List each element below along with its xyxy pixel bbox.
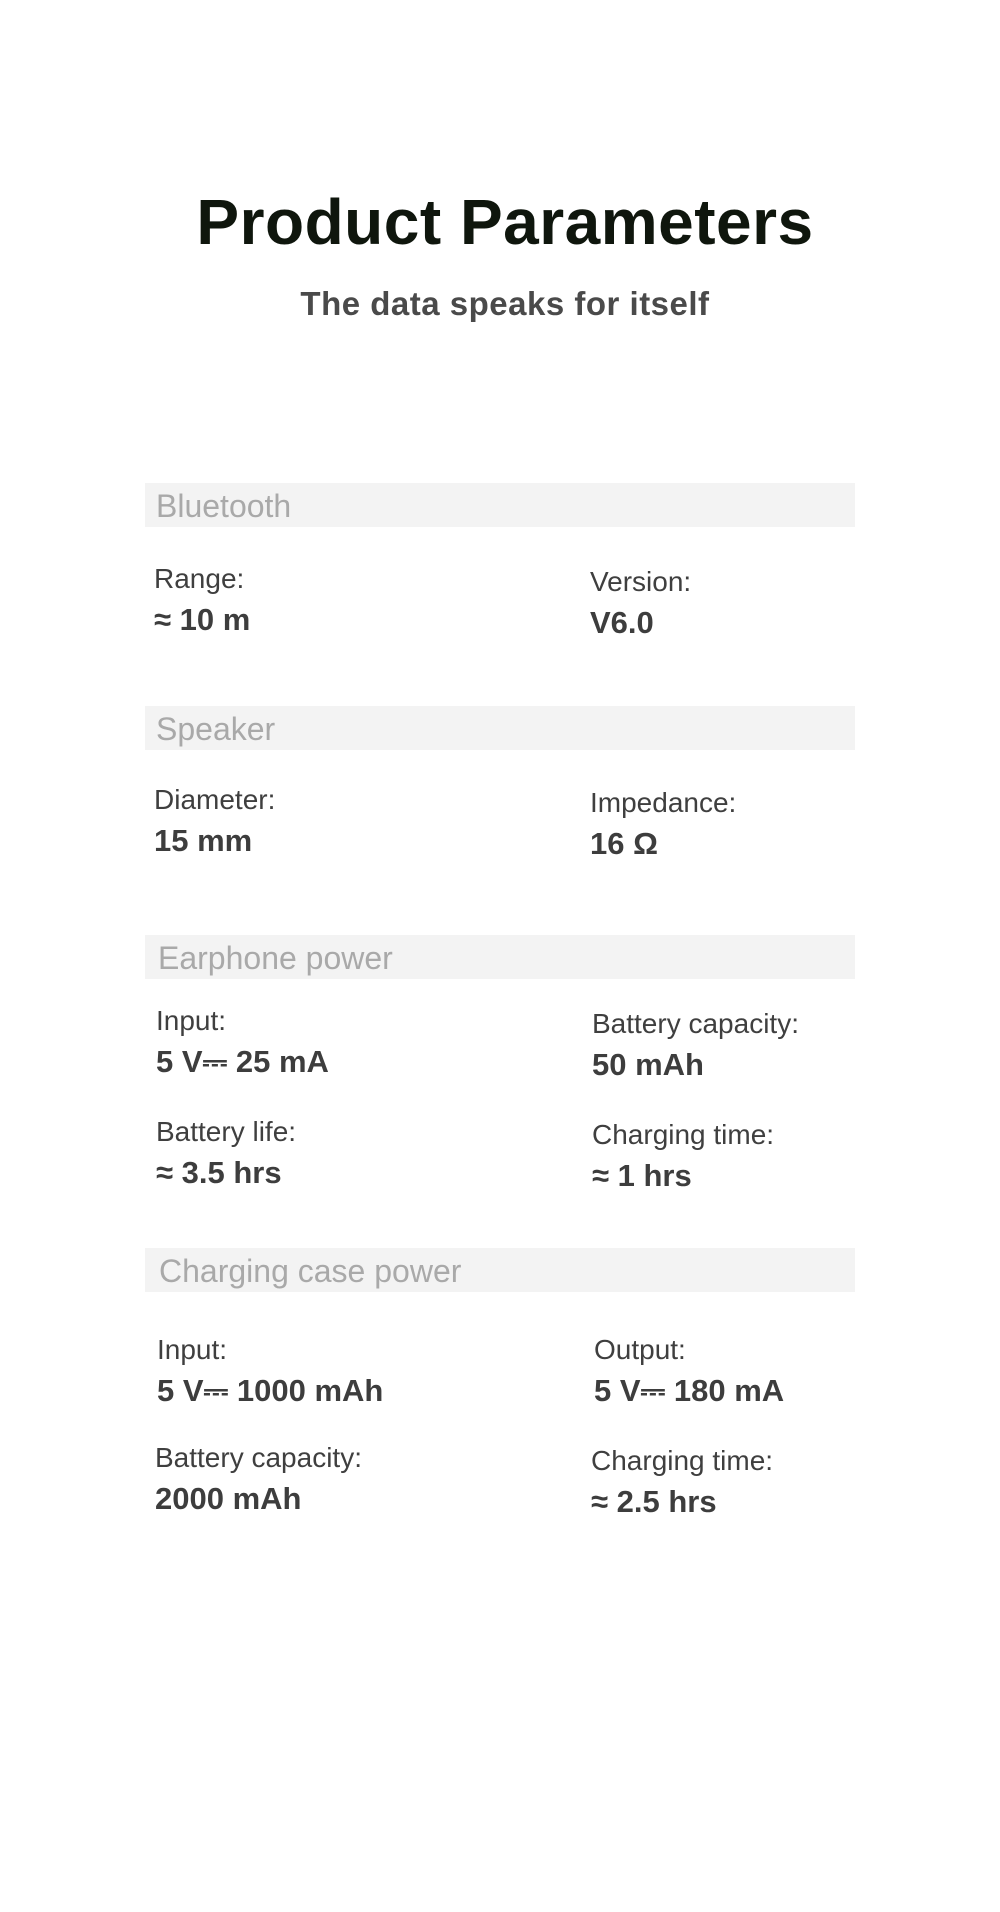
param-value: 2000 mAh xyxy=(155,1481,302,1516)
param-value: 50 mAh xyxy=(592,1047,704,1082)
param-value: 15 mm xyxy=(154,823,253,858)
param-label: Battery capacity: xyxy=(592,1008,799,1039)
param-diameter xyxy=(154,780,275,862)
param-label: Battery life: xyxy=(156,1116,297,1147)
param-value: ≈ 3.5 hrs xyxy=(156,1155,282,1190)
section-header-charging-case-power: Charging case power xyxy=(145,1248,855,1292)
param-label: Charging time: xyxy=(591,1445,774,1476)
param-value: 5 V⎓ 180 mA xyxy=(594,1373,785,1408)
param-label: Input: xyxy=(157,1334,228,1365)
param-label: Diameter: xyxy=(154,784,276,815)
param-label: Range: xyxy=(154,563,245,594)
section-header-earphone-power: Earphone power xyxy=(145,935,855,979)
param-earphone-battery-capacity xyxy=(592,1004,799,1086)
param-label: Charging time: xyxy=(592,1119,775,1150)
param-case-battery-capacity xyxy=(155,1438,362,1520)
page-title: Product Parameters xyxy=(196,186,814,258)
param-earphone-charging-time xyxy=(592,1115,774,1197)
param-case-input xyxy=(157,1330,383,1412)
param-impedance xyxy=(590,783,736,865)
param-label: Input: xyxy=(156,1005,227,1036)
param-value: ≈ 1 hrs xyxy=(592,1158,692,1193)
section-header-bluetooth: Bluetooth xyxy=(145,483,855,527)
param-value: 5 V⎓ 1000 mAh xyxy=(157,1373,384,1408)
param-case-output xyxy=(594,1330,784,1412)
param-label: Battery capacity: xyxy=(155,1442,362,1473)
param-value: 5 V⎓ 25 mA xyxy=(156,1044,329,1079)
param-range xyxy=(154,559,250,641)
param-earphone-battery-life xyxy=(156,1112,296,1194)
param-value: V6.0 xyxy=(590,605,654,640)
param-earphone-input xyxy=(156,1001,329,1083)
param-label: Output: xyxy=(594,1334,686,1365)
param-value: 16 Ω xyxy=(590,826,658,861)
param-version xyxy=(590,562,691,644)
param-value: ≈ 10 m xyxy=(154,602,251,637)
param-label: Impedance: xyxy=(590,787,737,818)
page-subtitle: The data speaks for itself xyxy=(300,285,710,322)
param-value: ≈ 2.5 hrs xyxy=(591,1484,717,1519)
section-header-speaker: Speaker xyxy=(145,706,855,750)
param-case-charging-time xyxy=(591,1441,773,1523)
param-label: Version: xyxy=(590,566,692,597)
